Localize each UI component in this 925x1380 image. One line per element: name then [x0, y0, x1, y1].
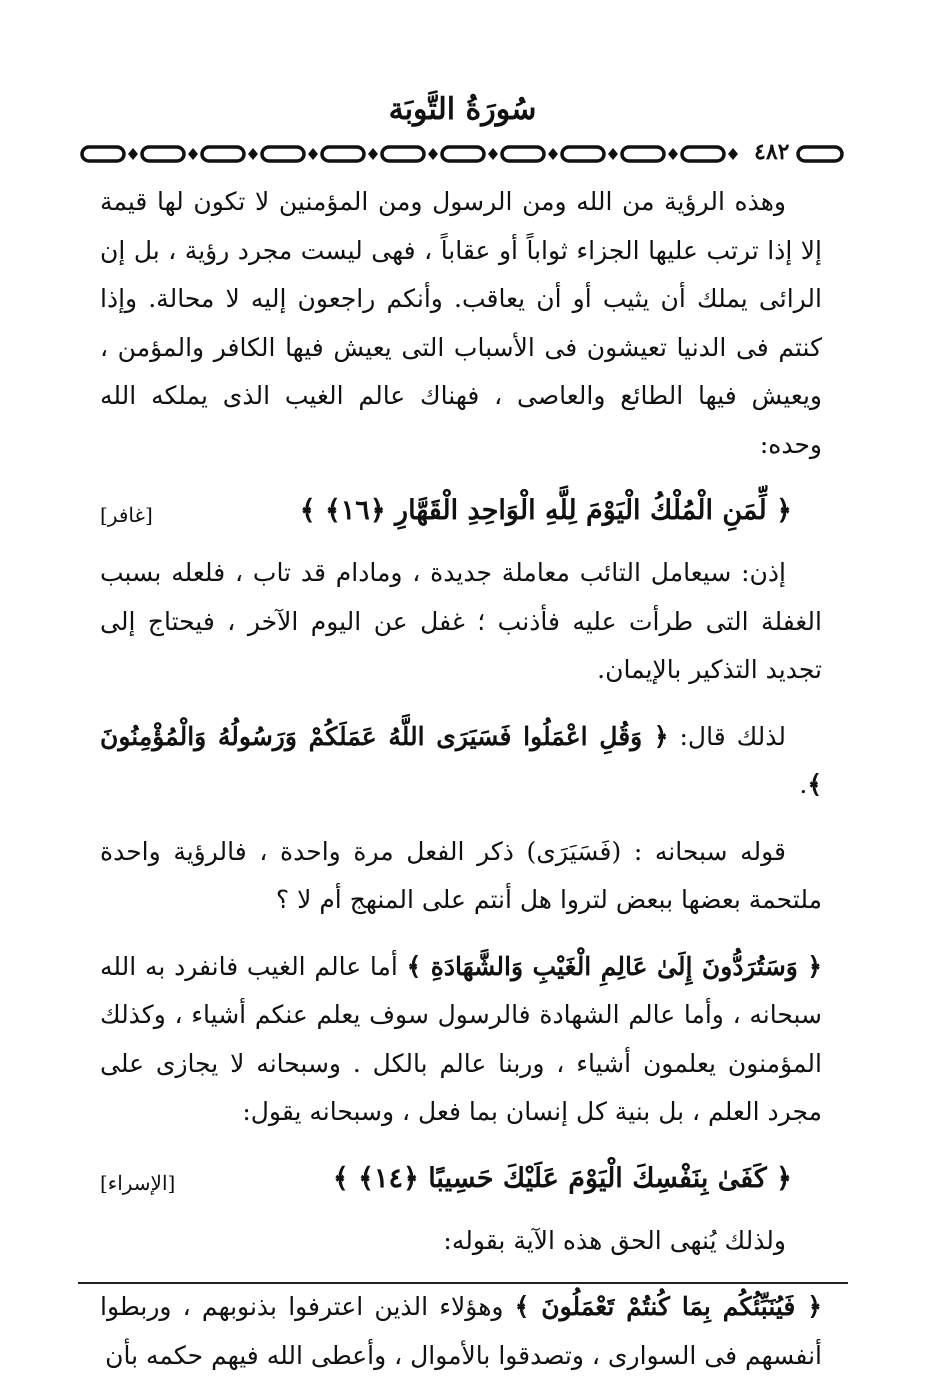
paragraph-7: [100, 1283, 822, 1380]
paragraph-5: [100, 943, 822, 1137]
verse-2-reference: [الإسراء]: [100, 1170, 176, 1195]
quran-verse-inline-3: ﴿ فَيُنَبِّئُكُم بِمَا كُنتُمْ تَعْمَلُونَ ﴾: [514, 1292, 822, 1321]
paragraph-3-prefix: لذلك قال:: [679, 721, 787, 751]
quran-verse-inline-1: ﴿ وَقُلِ اعْمَلُوا فَسَيَرَى اللَّهُ عَمَلَكُمْ وَرَسُولُهُ وَالْمُؤْمِنُونَ ﴾: [100, 721, 822, 799]
verse-block-2: [100, 1155, 822, 1205]
page-number: ٤٨٢: [754, 139, 790, 165]
verse-block-1: [100, 487, 822, 537]
paragraph-3-suffix: .: [799, 770, 808, 799]
surah-title: سُورَةُ التَّوبَة: [388, 92, 537, 127]
quran-verse-2: ﴿ كَفَىٰ بِنَفْسِكَ الْيَوْمَ عَلَيْكَ حَسِيبًا ﴿١٤﴾ ﴾: [332, 1162, 792, 1194]
paragraph-1: وهذه الرؤية من الله ومن الرسول ومن المؤمنين لا تكون لها قيمة إلا إذا ترتب عليها الجزاء ثواباً أو عقاباً ، فهى ليست مجرد رؤية ، بل إن الرائى يملك أن يثيب أو أن يعاقب. وأنكم راجعون إليه لا محالة. وإذا كنتم فى الدنيا تعيشون فى الأسباب التى يعيش فيها الكافر والمؤمن ، ويعيش فيها الطائع والعاصى ، فهناك عالم الغيب الذى يملكه الله وحده:: [100, 187, 822, 459]
quran-verse-inline-2: ﴿ وَسَتُرَدُّونَ إِلَىٰ عَالِمِ الْغَيْبِ وَالشَّهَادَةِ ﴾: [406, 951, 822, 981]
paragraph-7-text: وهؤلاء الذين اعترفوا بذنوبهم ، وربطوا أنفسهم فى السوارى ، وتصدقوا بالأموال ، وأعطى الله فيهم حكمه بأن: [100, 1292, 822, 1370]
page-body: [100, 178, 822, 1380]
paragraph-3: [100, 713, 822, 810]
paragraph-5-text: أما عالم الغيب فانفرد به الله سبحانه ، وأما عالم الشهادة فالرسول سوف يعلم عنكم أشياء ، وكذلك المؤمنون يعلمون أشياء ، وربنا عالم بالكل . وسبحانه لا يجازى على مجرد العلم ، بل بنية كل إنسان بما فعل ، وسبحانه يقول:: [100, 951, 822, 1126]
bottom-rule: [78, 1282, 848, 1284]
paragraph-4: قوله سبحانه : (فَسَيَرَى) ذكر الفعل مرة واحدة ، فالرؤية واحدة ملتحمة بعضها ببعض لتروا هل أنتم على المنهج أم لا ؟: [100, 836, 822, 914]
decorative-border: [78, 142, 848, 166]
quran-verse-1: ﴿ لِّمَنِ الْمُلْكُ الْيَوْمَ لِلَّهِ الْوَاحِدِ الْقَهَّارِ ﴿١٦﴾ ﴾: [299, 495, 792, 526]
verse-1-reference: [غافر]: [100, 503, 153, 527]
paragraph-2: إذن: سيعامل التائب معاملة جديدة ، ومادام قد تاب ، فلعله بسبب الغفلة التى طرأت عليه فأذنب ؛ غفل عن اليوم الآخر ، فيحتاج إلى تجديد التذكير بالإيمان.: [100, 558, 822, 684]
paragraph-6: ولذلك يُنهى الحق هذه الآية بقوله:: [443, 1225, 786, 1255]
